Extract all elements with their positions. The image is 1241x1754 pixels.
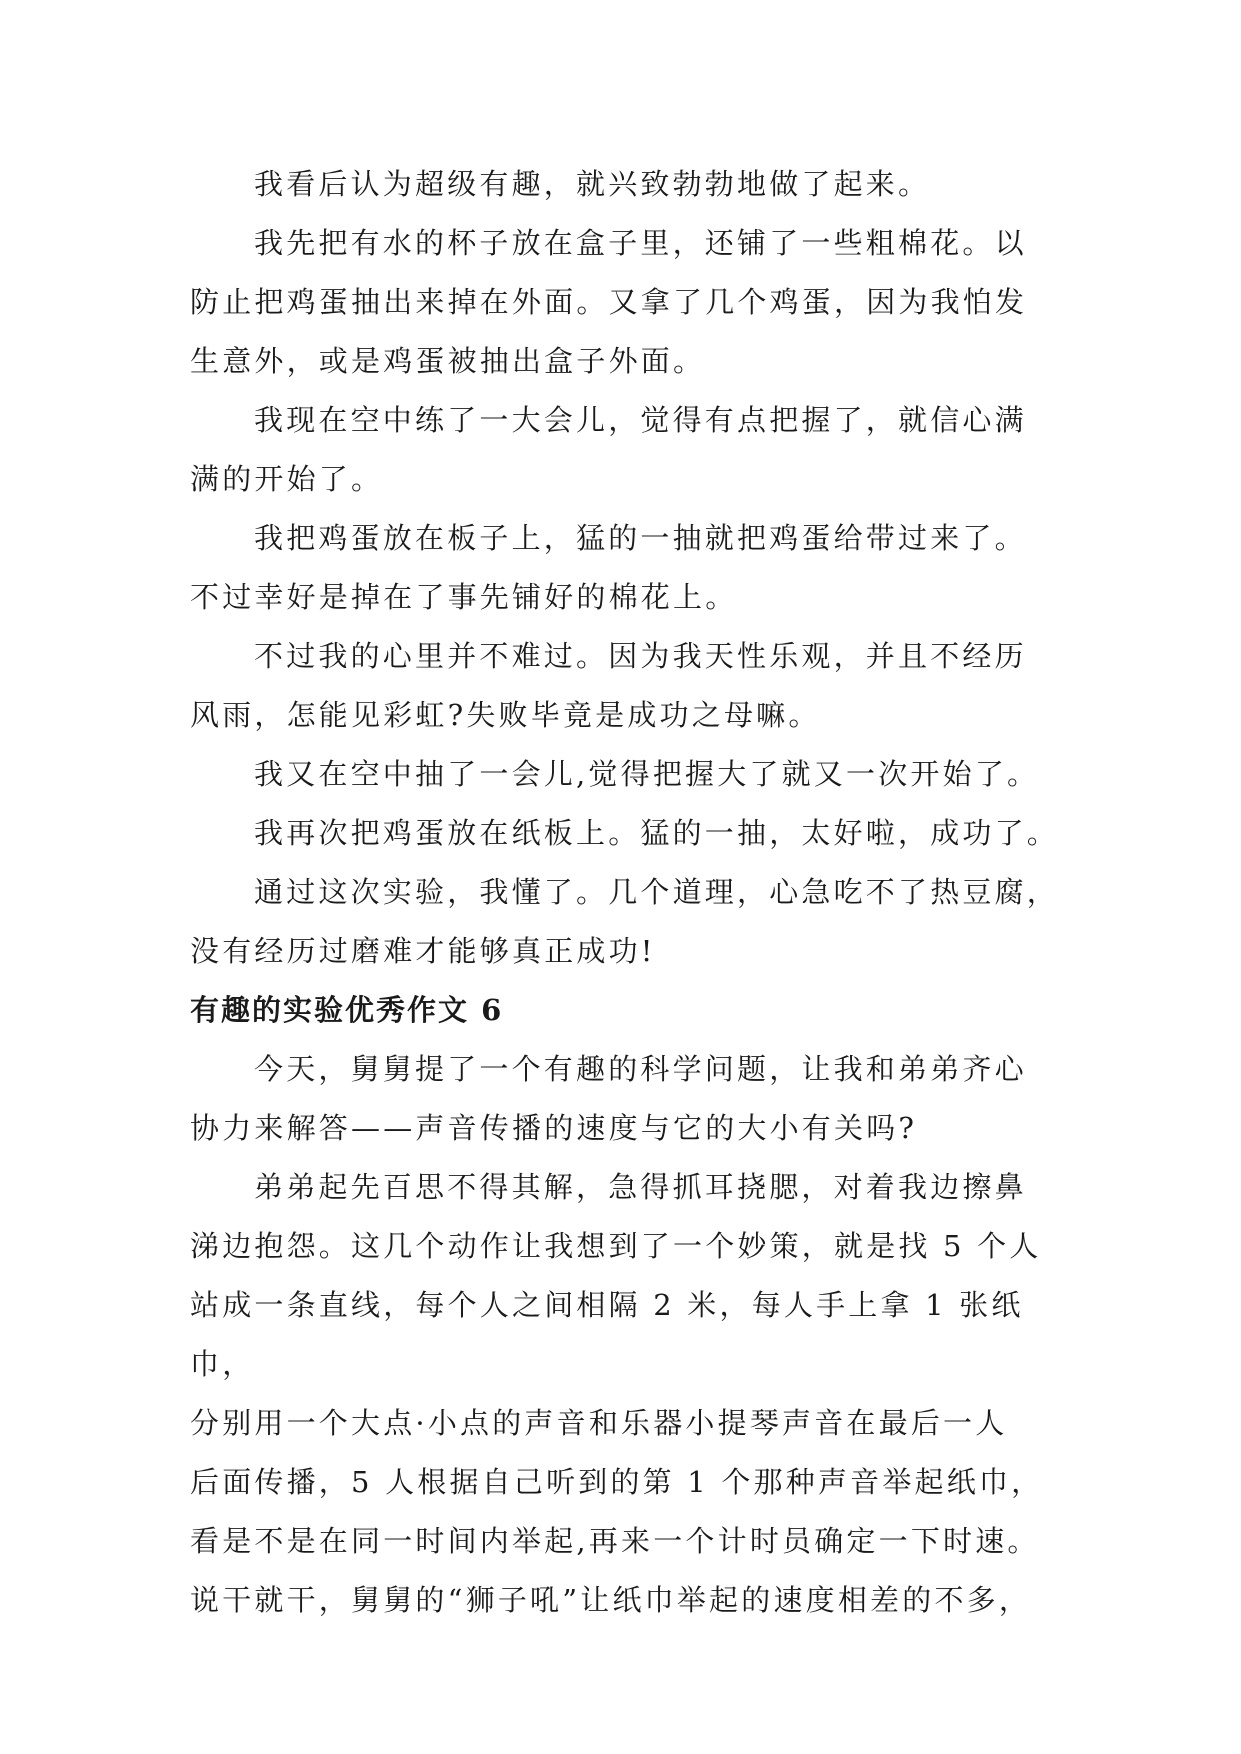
text-line: 弟弟起先百思不得其解，急得抓耳挠腮，对着我边擦鼻 [254,1170,1027,1204]
text-line: 站成一条直线，每个人之间相隔 2 米，每人手上拿 1 张纸巾， [190,1288,1024,1381]
paragraph [190,214,1060,391]
text-line: 我把鸡蛋放在板子上，猛的一抽就把鸡蛋给带过来了。 [254,521,1027,555]
paragraph [190,804,1060,863]
paragraph [190,1158,1060,1630]
paragraph [190,155,1060,214]
text-line: 通过这次实验，我懂了。几个道理，心急吃不了热豆腐， [254,875,1060,909]
paragraph [190,509,1060,627]
text-line: 不过我的心里并不难过。因为我天性乐观，并且不经历 [254,639,1027,673]
text-line: 我先把有水的杯子放在盒子里，还铺了一些粗棉花。以 [254,226,1027,260]
text-line: 我再次把鸡蛋放在纸板上。猛的一抽，太好啦，成功了。 [254,816,1060,850]
paragraph [190,745,1060,804]
text-line: 我看后认为超级有趣，就兴致勃勃地做了起来。 [254,167,931,201]
text-line: 我又在空中抽了一会儿,觉得把握大了就又一次开始了。 [254,757,1040,791]
paragraph [190,627,1060,745]
text-line: 今天，舅舅提了一个有趣的科学问题，让我和弟弟齐心 [254,1052,1027,1086]
text-line: 我现在空中练了一大会儿，觉得有点把握了，就信心满 [254,403,1027,437]
paragraph [190,863,1060,981]
paragraph [190,391,1060,509]
text-line: 满的开始了。 [190,462,384,496]
text-line: 协力来解答——声音传播的速度与它的大小有关吗? [190,1111,918,1145]
text-line: 看是不是在同一时间内举起,再来一个计时员确定一下时速。 [190,1524,1040,1558]
text-line: 风雨，怎能见彩虹?失败毕竟是成功之母嘛。 [190,698,821,732]
text-line: 分别用一个大点·小点的声音和乐器小提琴声音在最后一人 [190,1406,1008,1440]
text-line: 不过幸好是掉在了事先铺好的棉花上。 [190,580,738,614]
section-heading: 有趣的实验优秀作文 6 [190,993,504,1027]
text-line: 没有经历过磨难才能够真正成功! [190,934,656,968]
text-line: 生意外，或是鸡蛋被抽出盒子外面。 [190,344,706,378]
text-line: 防止把鸡蛋抽出来掉在外面。又拿了几个鸡蛋，因为我怕发 [190,285,1028,319]
document-body [190,155,1060,1630]
text-line: 后面传播，5 人根据自己听到的第 1 个那种声音举起纸巾， [190,1465,1044,1499]
paragraph [190,1040,1060,1158]
text-line: 涕边抱怨。这几个动作让我想到了一个妙策，就是找 5 个人 [190,1229,1042,1263]
text-line: 说干就干，舅舅的“狮子吼”让纸巾举起的速度相差的不多， [190,1583,1032,1617]
